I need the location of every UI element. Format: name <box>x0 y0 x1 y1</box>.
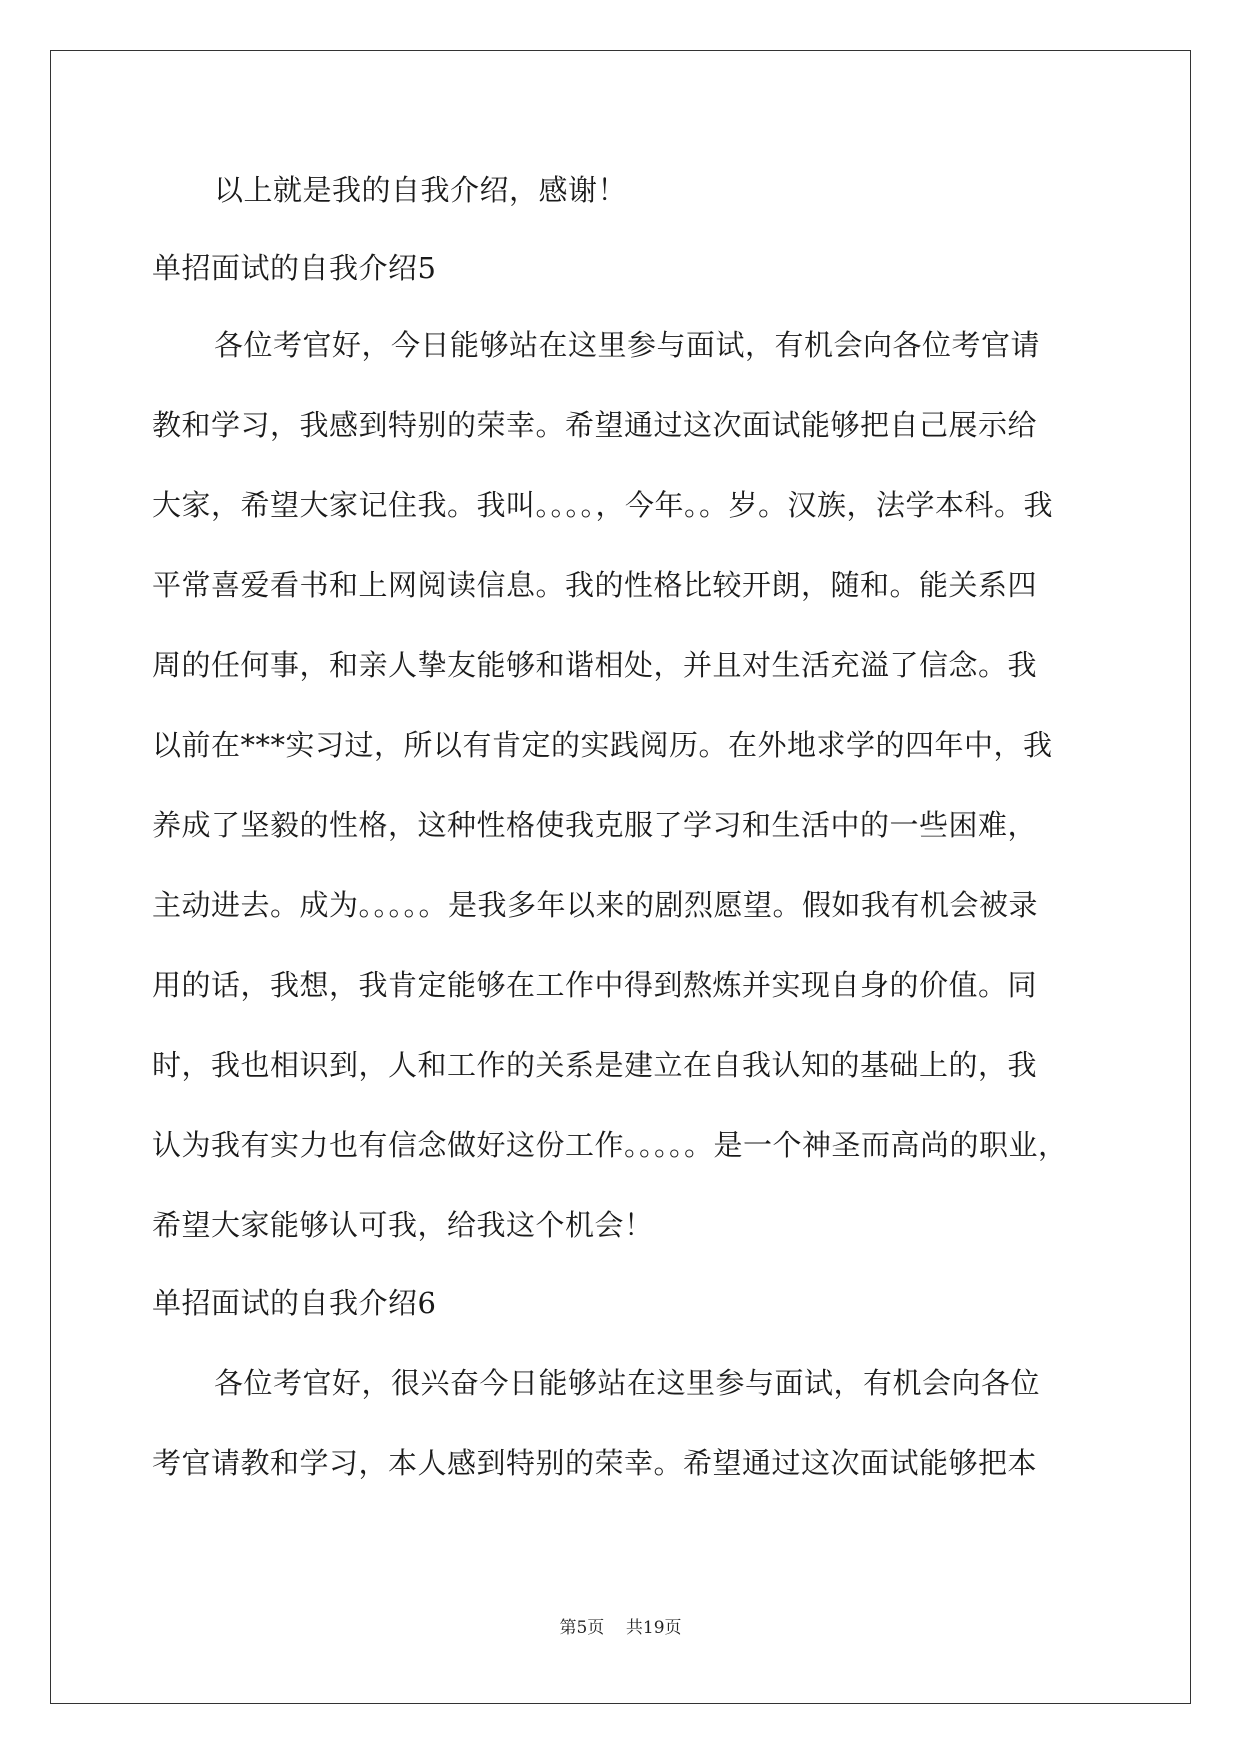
paragraph-line: 考官请教和学习，本人感到特别的荣幸。希望通过这次面试能够把本 <box>152 1446 1038 1480</box>
paragraph-line: 用的话，我想，我肯定能够在工作中得到熬炼并实现自身的价值。同 <box>152 968 1038 1002</box>
paragraph-line: 平常喜爱看书和上网阅读信息。我的性格比较开朗，随和。能关系四 <box>152 568 1038 602</box>
paragraph-line: 各位考官好，今日能够站在这里参与面试，有机会向各位考官请 <box>214 328 1041 362</box>
section-heading: 单招面试的自我介绍5 <box>152 251 437 285</box>
paragraph-line: 养成了坚毅的性格，这种性格使我克服了学习和生活中的一些困难， <box>152 808 1038 842</box>
paragraph-line: 认为我有实力也有信念做好这份工作。。。。。是一个神圣而高尚的职业， <box>152 1128 1068 1162</box>
paragraph-line: 教和学习，我感到特别的荣幸。希望通过这次面试能够把自己展示给 <box>152 408 1038 442</box>
paragraph-line: 希望大家能够认可我，给我这个机会！ <box>152 1208 654 1242</box>
paragraph-line: 周的任何事，和亲人挚友能够和谐相处，并且对生活充溢了信念。我 <box>152 648 1038 682</box>
paragraph-line: 各位考官好，很兴奋今日能够站在这里参与面试，有机会向各位 <box>214 1366 1041 1400</box>
page-total: 共19页 <box>625 1618 682 1638</box>
paragraph-line: 主动进去。成为。。。。。是我多年以来的剧烈愿望。假如我有机会被录 <box>152 888 1039 922</box>
page-footer <box>0 1616 1241 1640</box>
paragraph-line: 大家，希望大家记住我。我叫。。。。，今年。。岁。汉族，法学本科。我 <box>152 488 1054 522</box>
section-heading: 单招面试的自我介绍6 <box>152 1286 437 1320</box>
paragraph-line: 时，我也相识到，人和工作的关系是建立在自我认知的基础上的，我 <box>152 1048 1038 1082</box>
page-number: 第5页 <box>559 1618 605 1638</box>
paragraph-line: 以上就是我的自我介绍，感谢！ <box>214 173 628 207</box>
paragraph-line: 以前在***实习过，所以有肯定的实践阅历。在外地求学的四年中，我 <box>152 728 1053 762</box>
